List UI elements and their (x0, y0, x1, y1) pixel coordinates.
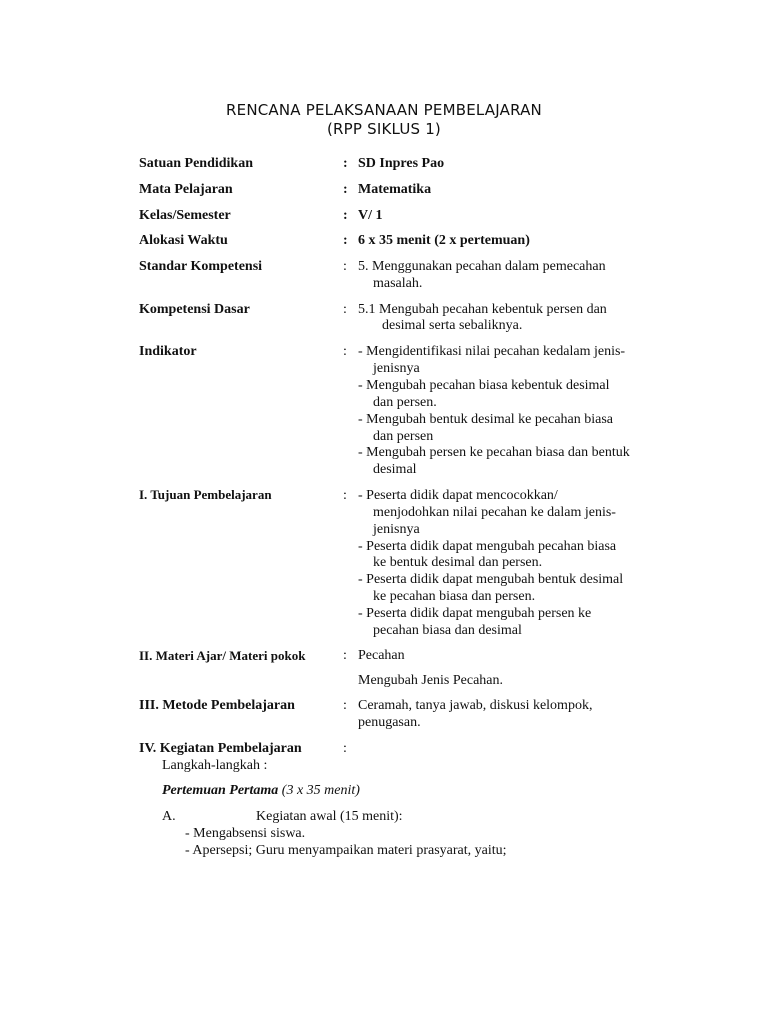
tujuan-line: menjodohkan nilai pecahan ke dalam jenis- (373, 505, 616, 520)
section-a-letter: A. (162, 809, 176, 824)
indikator-line: dan persen (373, 429, 434, 444)
colon: : (343, 698, 347, 713)
indikator-line: dan persen. (373, 395, 437, 410)
indikator-line: desimal (373, 462, 417, 477)
pertemuan-heading (162, 782, 360, 799)
tujuan-line: ke bentuk desimal dan persen. (373, 555, 543, 570)
materi-line-1: Pecahan (358, 648, 405, 663)
sk-label: Standar Kompetensi (139, 259, 263, 274)
materi-line-2: Mengubah Jenis Pecahan. (358, 673, 504, 688)
metode-line-2: penugasan. (358, 715, 421, 730)
colon: : (343, 741, 347, 756)
kegiatan-label: IV. Kegiatan Pembelajaran (139, 741, 302, 756)
kegiatan-bullet: - Mengabsensi siswa. (185, 826, 306, 841)
indikator-line: - Mengubah persen ke pecahan biasa dan bentuk (358, 445, 630, 460)
indikator-label: Indikator (139, 344, 197, 359)
sk-line-1: 5. Menggunakan pecahan dalam pemecahan (358, 259, 606, 274)
document-title: RENCANA PELAKSANAAN PEMBELAJARAN (226, 101, 542, 119)
tujuan-line: pecahan biasa dan desimal (373, 623, 522, 638)
metode-line-1: Ceramah, tanya jawab, diskusi kelompok, (358, 698, 593, 713)
tujuan-line: - Peserta didik dapat mengubah bentuk desimal (358, 572, 624, 587)
indikator-line: - Mengidentifikasi nilai pecahan kedalam jenis- (358, 344, 626, 359)
tujuan-line: - Peserta didik dapat mengubah persen ke (358, 606, 592, 621)
sk-line-2: masalah. (373, 276, 423, 291)
colon: : (343, 233, 348, 248)
tujuan-label: I. Tujuan Pembelajaran (139, 487, 272, 502)
colon: : (343, 156, 348, 171)
section-a-text: Kegiatan awal (15 menit): (256, 809, 403, 824)
alokasi-label: Alokasi Waktu (139, 233, 228, 248)
kd-line-2: desimal serta sebaliknya. (382, 318, 523, 333)
colon: : (343, 259, 347, 274)
colon: : (343, 208, 348, 223)
alokasi-value: 6 x 35 menit (2 x pertemuan) (358, 233, 530, 248)
kelas-value: V/ 1 (358, 208, 383, 223)
indikator-line: jenisnya (373, 361, 420, 376)
kd-line-1: 5.1 Mengubah pecahan kebentuk persen dan (358, 302, 607, 317)
pertemuan-title: Pertemuan Pertama (162, 783, 279, 798)
colon: : (343, 488, 347, 503)
tujuan-line: jenisnya (373, 522, 420, 537)
materi-label: II. Materi Ajar/ Materi pokok (139, 648, 306, 663)
tujuan-line: - Peserta didik dapat mencocokkan/ (358, 488, 558, 503)
metode-label: III. Metode Pembelajaran (139, 698, 295, 713)
mapel-value: Matematika (358, 182, 432, 197)
colon: : (343, 182, 348, 197)
colon: : (343, 648, 347, 663)
langkah-text: Langkah-langkah : (162, 758, 268, 773)
kelas-label: Kelas/Semester (139, 208, 231, 223)
tujuan-line: - Peserta didik dapat mengubah pecahan biasa (358, 539, 617, 554)
satuan-value: SD Inpres Pao (358, 156, 445, 171)
colon: : (343, 344, 347, 359)
kd-label: Kompetensi Dasar (139, 302, 250, 317)
satuan-label: Satuan Pendidikan (139, 156, 253, 171)
indikator-line: - Mengubah pecahan biasa kebentuk desimal (358, 378, 610, 393)
mapel-label: Mata Pelajaran (139, 182, 233, 197)
tujuan-line: ke pecahan biasa dan persen. (373, 589, 536, 604)
document-subtitle: (RPP SIKLUS 1) (327, 120, 441, 138)
indikator-line: - Mengubah bentuk desimal ke pecahan biasa (358, 412, 614, 427)
kegiatan-bullet: - Apersepsi; Guru menyampaikan materi prasyarat, yaitu; (185, 843, 507, 858)
pertemuan-time: (3 x 35 menit) (281, 783, 360, 798)
colon: : (343, 302, 347, 317)
